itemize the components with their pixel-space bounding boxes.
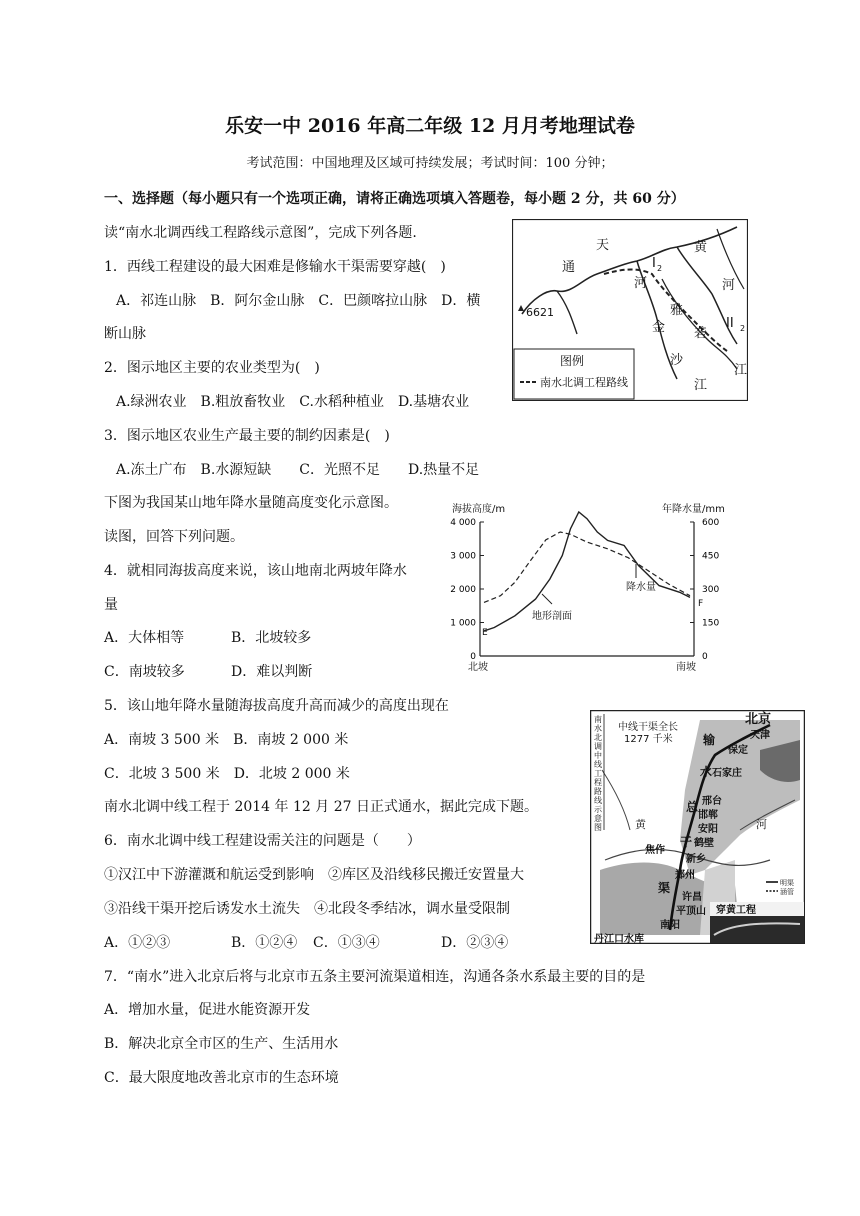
reservoir-danjiangkou: 丹江口水库 <box>594 934 644 944</box>
q1-options-cont: 断山脉 <box>104 326 146 342</box>
section-heading: 一、选择题（每小题只有一个选项正确，请将正确选项填入答题卷，每小题 2 分，共 60 分） <box>104 191 685 207</box>
map2-title-char: 中 <box>594 751 602 760</box>
q4-option-d: D．难以判断 <box>231 664 313 680</box>
y-axis-right-label: 年降水量/mm <box>662 504 725 515</box>
map2-title-char: 工 <box>594 769 602 778</box>
map2-title-char: 线 <box>594 760 602 769</box>
middle-route-map <box>590 710 805 944</box>
south-slope-label: 南坡 <box>676 662 696 673</box>
legend-item: 南水北调工程路线 <box>540 376 628 389</box>
map2-title-char: 调 <box>594 742 602 751</box>
intro-middle-route: 南水北调中线工程于 2014 年 12 月 27 日正式通水，据此完成下题。 <box>104 799 538 815</box>
q6-option-d: D．②③④ <box>441 935 509 951</box>
intro-west-route: 读“南水北调西线工程路线示意图”，完成下列各题. <box>104 225 417 241</box>
map1-label: 黄 <box>694 240 708 255</box>
city-shijiazhuang: 石家庄 <box>712 768 742 779</box>
y-right-tick-label: 300 <box>702 585 720 595</box>
north-slope-label: 北坡 <box>468 662 488 673</box>
y-left-tick-label: 3 000 <box>450 551 476 562</box>
city-handan: 邯郸 <box>698 810 718 821</box>
city-nanyang: 南阳 <box>660 920 680 931</box>
q6-option-b: B．①②④ <box>231 935 298 951</box>
map1-label: 2 <box>657 264 663 273</box>
city-zhengzhou: 郑州 <box>675 870 695 881</box>
q7-option-c: C．最大限度地改善北京市的生态环境 <box>104 1070 339 1086</box>
route-char: 水 <box>700 765 713 779</box>
route-char: 渠 <box>658 881 671 895</box>
q5-options-2: C．北坡 3 500 米 D．北坡 2 000 米 <box>104 766 350 782</box>
peak-elevation: 6621 <box>526 306 554 319</box>
point-e-label: E <box>482 628 488 638</box>
map1-label: 雅 <box>670 303 684 318</box>
city-pingdingshan: 平顶山 <box>676 906 706 917</box>
q1-stem: 1．西线工程建设的最大困难是修输水干渠需要穿越( ) <box>104 259 446 275</box>
exam-info: 考试范围：中国地理及区域可持续发展；考试时间：100 分钟； <box>246 156 614 171</box>
q2-options: A.绿洲农业 B.粗放畜牧业 C.水稻种植业 D.基塘农业 <box>116 394 470 410</box>
q5-stem: 5．该山地年降水量随海拔高度升高而减少的高度出现在 <box>104 698 449 714</box>
precipitation-altitude-chart <box>440 494 740 676</box>
route-char: 输 <box>703 733 716 747</box>
legend-open-canal: 明渠 <box>780 879 794 887</box>
q6-items-2: ③沿线干渠开挖后诱发水土流失 ④北段冬季结冰，调水量受限制 <box>104 901 510 917</box>
y-axis-left-label: 海拔高度/m <box>452 504 506 515</box>
map1-label: II <box>726 316 734 331</box>
map1-label: I <box>652 256 656 271</box>
map1-label: 砻 <box>694 326 708 341</box>
q6-option-c: C．①③④ <box>313 935 380 951</box>
profile-pointer <box>542 594 552 604</box>
map1-label: 天 <box>596 238 610 253</box>
canal-length-note: 中线干渠全长 <box>618 722 678 733</box>
q7-option-b: B．解决北京全市区的生产、生活用水 <box>104 1036 339 1052</box>
q7-stem: 7．“南水”进入北京后将与北京市五条主要河流渠道相连，沟通各条水系最主要的目的是 <box>104 969 646 985</box>
map1-label: 河 <box>634 276 648 291</box>
q7-option-a: A．增加水量，促进水能资源开发 <box>104 1002 311 1018</box>
q4-option-b: B．北坡较多 <box>231 630 312 646</box>
page-title: 乐安一中 2016 年高二年级 12 月月考地理试卷 <box>225 115 635 137</box>
city-tianjin: 天津 <box>750 730 770 741</box>
q3-options: A.冻土广布 B.水源短缺 C．光照不足 D.热量不足 <box>116 462 480 478</box>
series-label-profile: 地形剖面 <box>532 611 572 622</box>
map1-label: 河 <box>722 278 736 293</box>
legend-pipe: 涵管 <box>780 888 794 896</box>
y-right-tick-label: 450 <box>702 551 720 562</box>
city-beijing: 北京 <box>745 712 772 727</box>
y-right-tick-label: 150 <box>702 618 720 629</box>
city-xuchang: 许昌 <box>682 892 702 903</box>
y-left-tick-label: 0 <box>470 652 476 662</box>
map1-label: 江 <box>734 363 748 378</box>
route-char: 总 <box>686 800 699 814</box>
map2-title-char: 程 <box>594 778 602 787</box>
map1-label: 通 <box>562 260 576 275</box>
precipitation-line <box>484 532 690 602</box>
map1-label: 金 <box>652 320 666 335</box>
q3-stem: 3．图示地区农业生产最主要的制约因素是( ) <box>104 428 390 444</box>
q2-stem: 2．图示地区主要的农业类型为( ) <box>104 360 320 376</box>
intro-precip-2: 读图，回答下列问题。 <box>104 529 244 545</box>
point-f-label: F <box>698 599 704 609</box>
city-hebi: 鹤壁 <box>694 838 714 849</box>
map1-label: 江 <box>694 378 708 393</box>
map2-title-char: 线 <box>594 796 602 805</box>
city-jiaozuo: 焦作 <box>645 845 665 856</box>
city-xinxiang: 新乡 <box>686 854 706 865</box>
y-left-tick-label: 2 000 <box>450 585 476 595</box>
map1-label: 沙 <box>670 353 684 368</box>
city-baoding: 保定 <box>728 745 748 756</box>
y-left-tick-label: 1 000 <box>450 618 476 629</box>
intro-precip: 下图为我国某山地年降水量随高度变化示意图。 <box>104 495 398 511</box>
q5-options-1: A．南坡 3 500 米 B．南坡 2 000 米 <box>104 732 349 748</box>
q4-option-c: C．南坡较多 <box>104 664 185 680</box>
map2-title-char: 示 <box>594 805 602 814</box>
west-route-map <box>512 219 748 401</box>
map2-title-char: 意 <box>594 814 602 823</box>
q6-option-a: A．①②③ <box>104 935 171 951</box>
q1-options: A．祁连山脉 B．阿尔金山脉 C．巴颜喀拉山脉 D．横 <box>116 293 481 309</box>
river-label-huang: 黄 <box>635 818 646 831</box>
y-right-tick-label: 0 <box>702 652 708 662</box>
route-char: 干 <box>680 835 693 849</box>
river-label-he: 河 <box>756 818 767 831</box>
map2-title-char: 南 <box>594 715 602 724</box>
map2-title-char: 图 <box>594 823 602 832</box>
y-right-tick-label: 600 <box>702 518 720 528</box>
city-anyang: 安阳 <box>698 824 718 835</box>
terrain-profile-line <box>484 512 690 631</box>
q6-items-1: ①汉江中下游灌溉和航运受到影响 ②库区及沿线移民搬迁安置量大 <box>104 867 524 883</box>
crossing-photo-label: 穿黄工程 <box>716 905 756 916</box>
map2-title-char: 水 <box>594 724 602 733</box>
q4-option-a: A．大体相等 <box>104 630 185 646</box>
map2-title-char: 路 <box>594 787 602 796</box>
q4-stem: 4．就相同海拔高度来说，该山地南北两坡年降水 <box>104 563 407 579</box>
canal-length-value: 1277 千米 <box>624 734 673 745</box>
map2-title-char: 北 <box>594 733 602 742</box>
city-xingtai: 邢台 <box>702 796 722 807</box>
legend-title: 图例 <box>560 354 585 368</box>
series-label-precip: 降水量 <box>626 582 656 593</box>
map1-label: 2 <box>740 324 746 333</box>
q4-stem-cont: 量 <box>104 597 118 613</box>
q6-stem: 6．南水北调中线工程建设需关注的问题是（ ） <box>104 833 421 849</box>
y-left-tick-label: 4 000 <box>450 518 476 528</box>
